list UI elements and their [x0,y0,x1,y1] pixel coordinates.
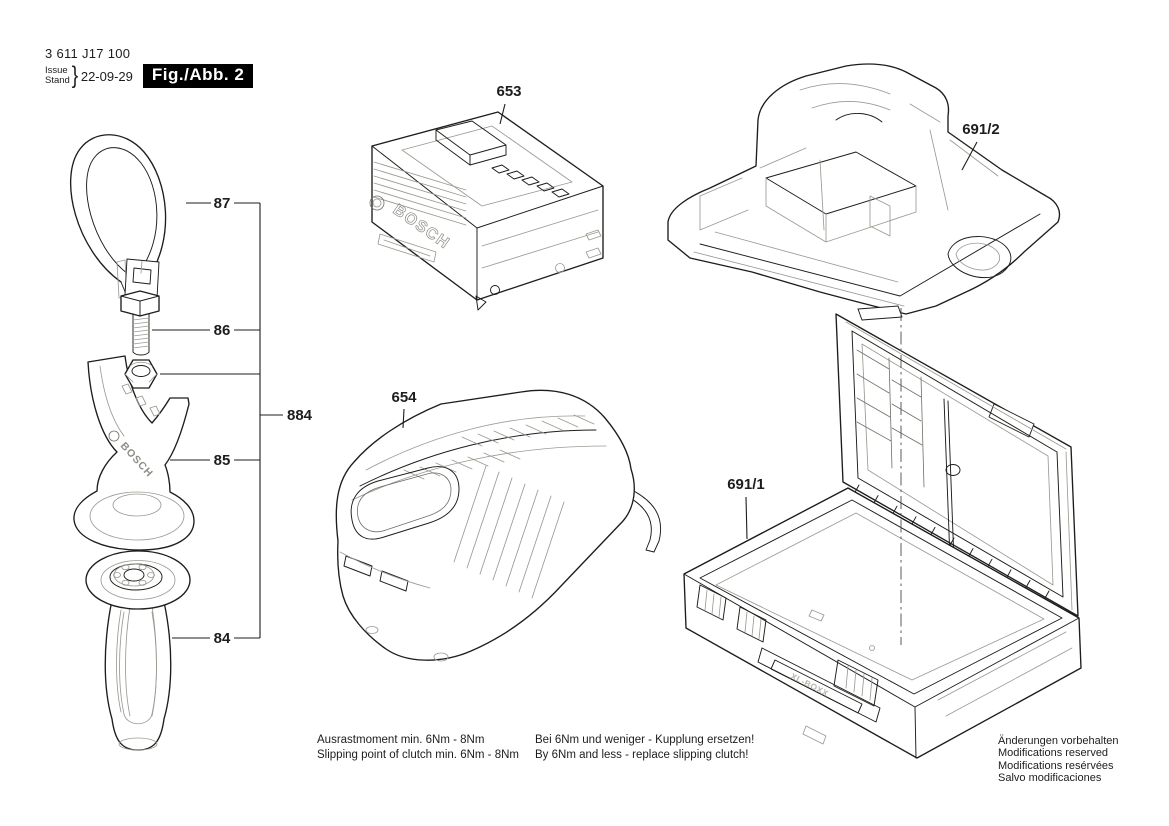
rights-es: Salvo modificaciones [998,771,1102,784]
label-clamp-bolt: 86 [213,322,231,339]
label-case-inlay: 691/2 [962,121,1000,138]
label-handle-holder: 85 [213,452,231,469]
case-handle-embossed-text: XL-BOXX [789,670,831,699]
battery-charger-drawing [336,390,660,661]
label-handle-grip: 84 [213,630,231,647]
battery-bosch-logo-text: BOSCH [389,201,453,253]
rights-de: Änderungen vorbehalten [998,735,1119,747]
rights-fr: Modifications resérvées [998,759,1114,772]
handle-grip-drawing [86,551,190,750]
label-battery-pack: 653 [496,83,522,100]
clamp-bolt-drawing [121,291,159,355]
brace-glyph: } [71,62,79,89]
clutch-replace-en: By 6Nm and less - replace slipping clutch! [535,749,749,761]
strap-drawing [71,135,166,298]
issue-word: Issue [45,65,68,76]
clutch-replace-block [535,733,754,763]
case-inlay-drawing [668,64,1060,314]
clutch-note-de: Ausrastmoment min. 6Nm - 8Nm [317,734,485,746]
clutch-note-en: Slipping point of clutch min. 6Nm - 8Nm [317,749,519,761]
clutch-note-block [317,733,519,763]
figure-number-badge: Fig./Abb. 2 [143,64,253,88]
stand-word: Stand [45,75,70,86]
label-handle-assembly: 884 [287,407,313,424]
rights-en: Modifications reserved [998,747,1109,760]
clutch-replace-de: Bei 6Nm und weniger - Kupplung ersetzen! [535,734,755,746]
issue-date: 22-09-29 [80,68,133,84]
label-carrying-case: 691/1 [727,476,765,493]
holder-bosch-logo-text: BOSCH [117,439,156,480]
document-part-number: 3 611 J17 100 [45,46,131,61]
label-strap: 87 [213,195,231,212]
rights-reserved-block [998,735,1118,784]
battery-pack-drawing [370,112,603,310]
label-battery-charger: 654 [391,389,417,406]
carrying-case-drawing [684,306,1081,758]
